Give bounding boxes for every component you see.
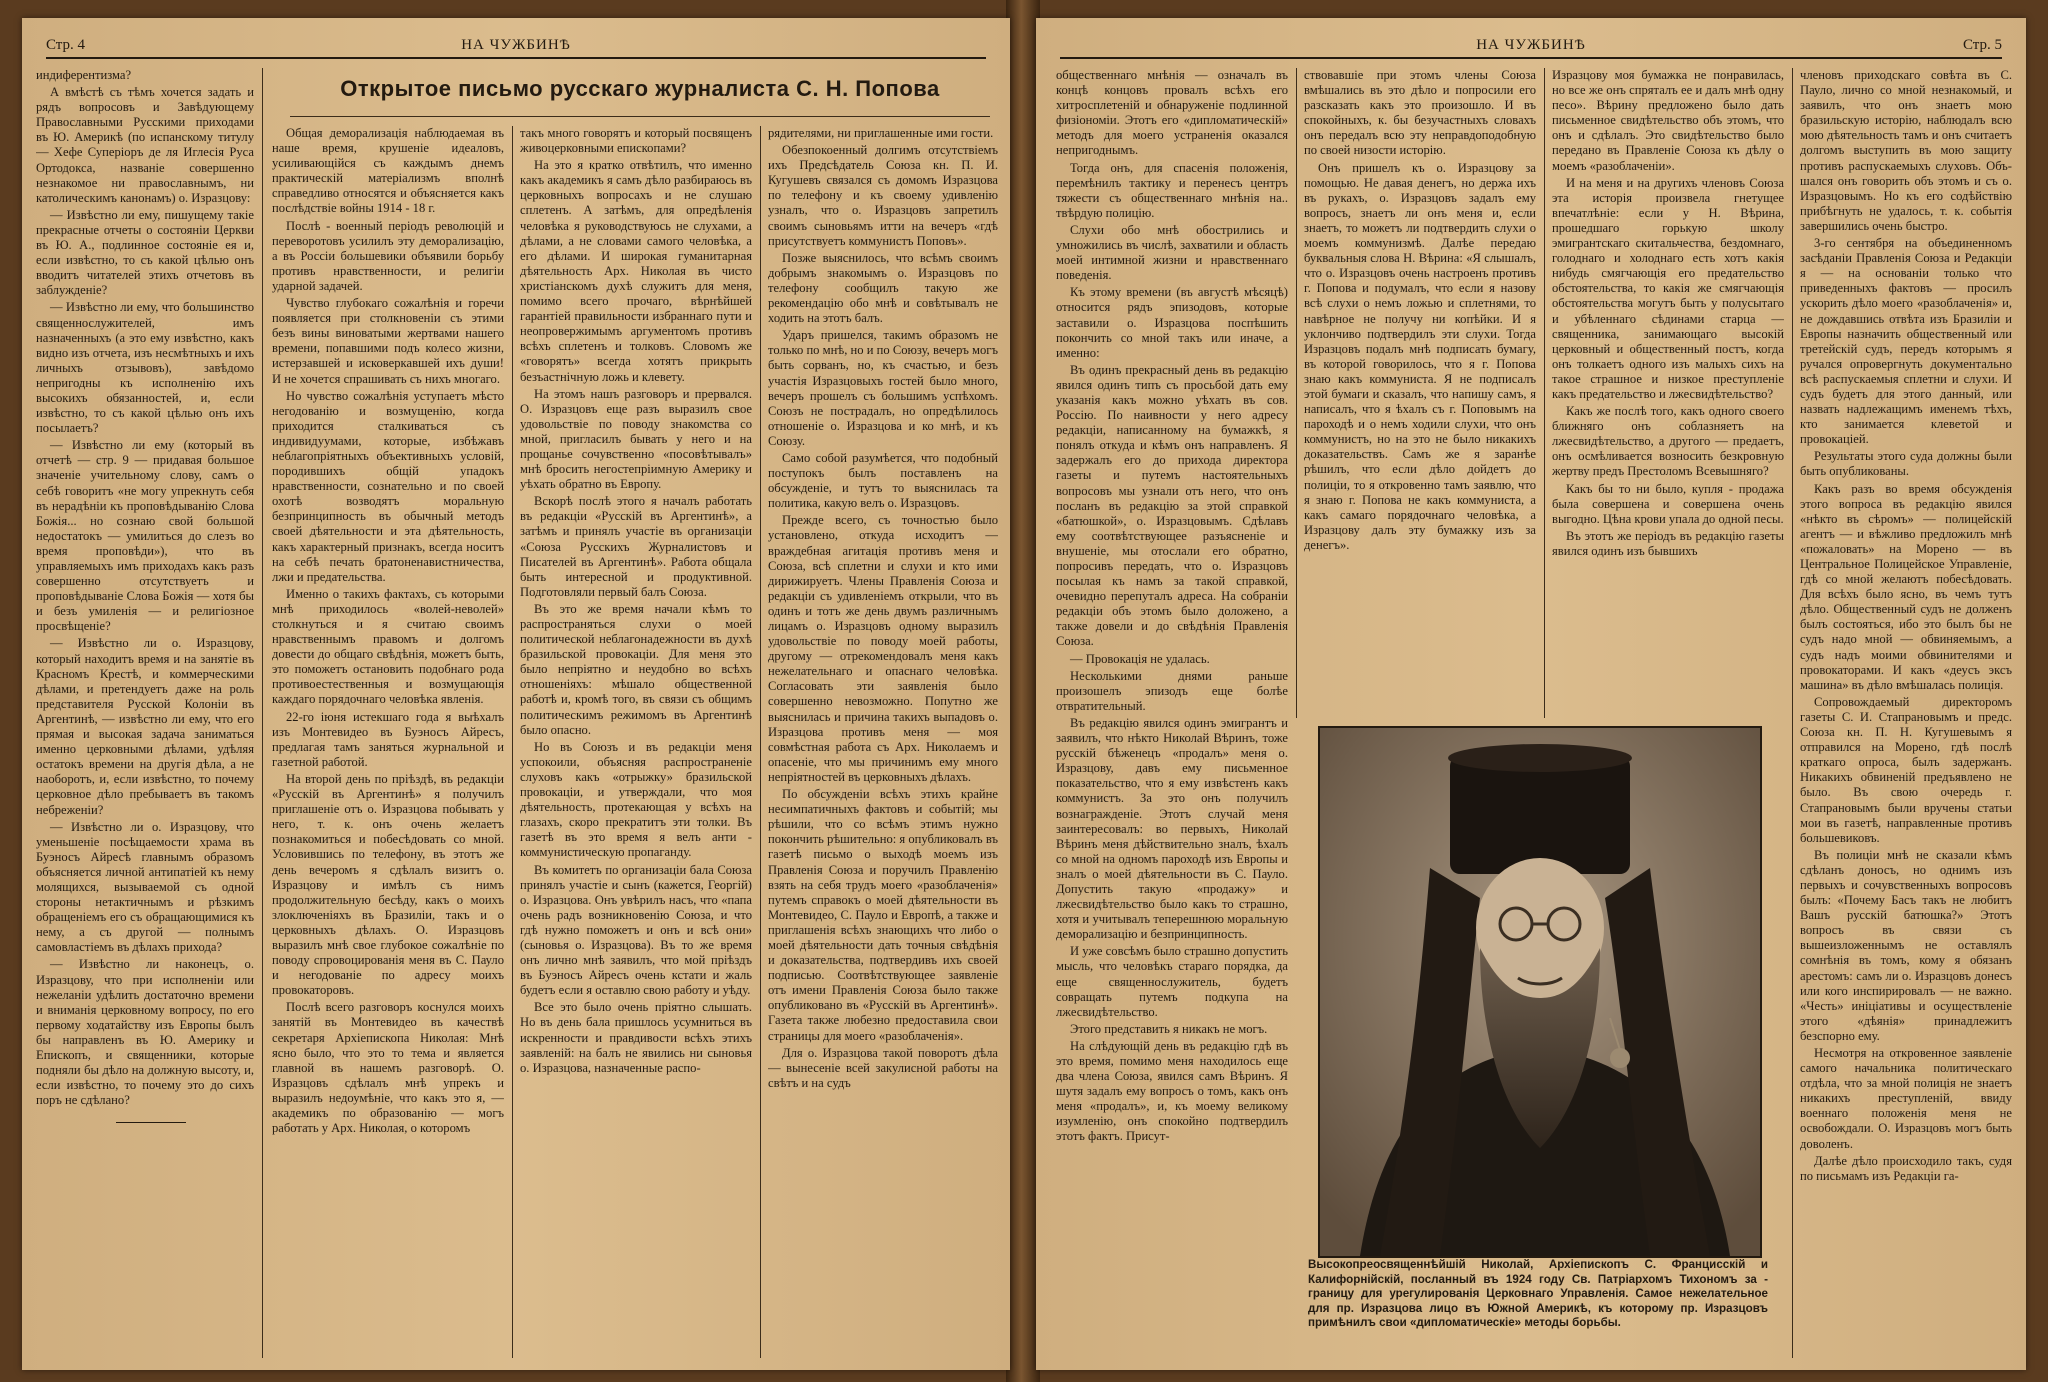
paragraph: такъ много говорятъ и который посвященъ живоцерковными епископами?	[520, 126, 752, 156]
paragraph: Онъ пришелъ къ о. Изразцову за помощью. Не давая денегъ, но держа ихъ въ рукахъ, о. Изразцовъ задалъ ему вопросъ, знаетъ ли онъ меня и, если знаетъ, то можетъ ли подтвердить слухи о моемъ коммунизмѣ. Далѣе передаю буквальныя слова Н. Вѣрина: «Я слышалъ, что о. Изразцовъ очень настроенъ противъ г. Попова и подумалъ, что если я назову всѣ слухи о немъ ложью и сплетнями, то навѣрное не получу ни копѣйки. И я уклончиво подтвердилъ эти слухи. Тогда Изразцовъ подалъ мнѣ подписать бумагу, въ которой говорилось, что я г. Попова знаю какъ коммуниста. Я не подписалъ этой бумаги и сказалъ, что напишу самъ, я написалъ, что я ѣхалъ съ г. Поповымъ на пароходѣ и о немъ ходили слухи, что онъ коммунистъ, но на это не было никакихъ доказательствъ. Самъ же я заранѣе рѣшилъ, что если дѣло дойдетъ до полиціи, то я откровенно тамъ заявлю, что я знаю г. Попова не какъ коммуниста, а какъ самаго порядочнаго человѣка, а Изразцову далъ эту бумажку изъ за денегъ».	[1304, 160, 1536, 552]
column-rule	[1792, 68, 1793, 1358]
book-gutter	[1006, 0, 1040, 1382]
paragraph: Сопровождаемый директоромъ газеты С. И. Стапрановымъ и предс. Союза кн. П. Н. Кугушевымъ я отправился на Морено, гдѣ послѣ краткаго опроса, былъ задержанъ. Никакихъ обвиненій предъявлено не было. Въ свою очередь г. Стапрановымъ были вручены статьи мои въ газетѣ, направленные противъ большевиковъ.	[1800, 694, 2012, 845]
paragraph: Несколькими днями раньше произошелъ эпизодъ еще болѣе отвратительный.	[1056, 668, 1288, 713]
paragraph: На слѣдующій день въ редакцію гдѣ въ это время, помимо меня находилось еще два члена Союза, явился самъ Вѣринъ. Я шутя задалъ ему вопросъ о томъ, какъ онъ меня «продалъ», и, къ моему великому изумленію, онъ спокойно подтвердилъ этотъ фактъ. Присут-	[1056, 1038, 1288, 1144]
archbishop-portrait-photo	[1318, 726, 1762, 1258]
paragraph: Тогда онъ, для спасенія положенія, перемѣнилъ тактику и перенесъ центръ тяжести съ общественнаго мнѣнія на.. твѣрдую полицію.	[1056, 160, 1288, 220]
paragraph: Само собой разумѣется, что подобный поступокъ былъ поставленъ на обсужденіе, и тутъ то выяснилась та политика, какую велъ о. Изразцовъ.	[768, 450, 998, 511]
paragraph: И уже совсѣмъ было страшно допустить мысль, что человѣкъ стараго порядка, да еще священнослужитель, будетъ совращать путемъ подкупа на лжесвидѣтельство.	[1056, 944, 1288, 1019]
paragraph: — Извѣстно ли ему (который въ отчетѣ — стр. 9 — придавая большое значеніе учительному слову, самъ о себѣ говоритъ «не могу упрекнуть себя въ нерадѣніи къ проповѣдыванію Слова Божія... но сознаю свой большой недостатокъ — умилиться до слезъ во время проповѣди»), что въ управляемыхъ имъ приходахъ какъ разъ совершенно отсутствуетъ и проповѣдываніе Слова Божія — хотя бы и безъ умиленія — и религіозное просвѣщеніе?	[36, 438, 254, 634]
left-column-3	[520, 126, 752, 1358]
paragraph: Въ комитетъ по организаціи бала Союза принялъ участіе и сынъ (кажется, Георгій) о. Изразцова. Онъ увѣрилъ насъ, что «папа очень радъ возникновенію Союза, и что гдѣ нужно поможетъ и онъ и всѣ они» (сыновья о. Изразцова). Въ то же время онъ лично мнѣ заявилъ, что мой пріѣздъ въ Буэносъ Айресъ очень кстати и жаль будетъ если я оставлю свою работу и уѣду.	[520, 862, 752, 998]
column-rule	[262, 68, 263, 1358]
paragraph: На этомъ нашъ разговоръ и прервался. О. Изразцовъ еще разъ выразилъ свое удовольствіе по поводу знакомства со мной, пригласилъ бывать у него и на прощанье сочувственно «посовѣтывалъ» мнѣ бросить негостепріимную Америку и уѣхать обратно въ Европу.	[520, 386, 752, 492]
column-rule	[512, 126, 513, 1358]
paragraph: Результаты этого суда должны были быть опубликованы.	[1800, 449, 2012, 479]
paragraph: — Извѣстно ли ему, что большинство священнослужителей, имъ назначенныхъ (а это ему извѣстно, какъ видно изъ отчета, изъ несмѣтныхъ и ихъ личныхъ отзывовъ), завѣдомо непригодны къ исполненію ихъ высокихъ обязанностей, и, если извѣстно, то съ какой цѣлью онъ ихъ посылаетъ?	[36, 300, 254, 436]
paragraph: Далѣе дѣло происходило такъ, судя по письмамъ изъ Редакціи га-	[1800, 1153, 2012, 1183]
paragraph: Чувство глубокаго сожалѣнія и горечи появляется при столкновеніи съ этими безъ вины виноватыми жертвами нашего времени, попавшими подъ колесо жизни, истерзавшей и исковеркавшей ихъ души! И не хочется спрашивать съ нихъ многаго.	[272, 296, 504, 386]
right-running-head	[1060, 28, 2002, 59]
paragraph: 3-го сентября на объединенномъ засѣданіи Правленія Союза и Редакціи я — на основаніи только что приведенныхъ фактовъ — просилъ ускорить дѣло моего «разоблаченія» и, не дождавшись отвѣта изъ Бразиліи и Европы назначить общественный или третейскій судъ, передъ которымъ я ручался опровергнуть документально всѣ распускаемыя сплетни и слухи. И судъ будетъ для этого данный, или назвать надлежащимъ именемъ тѣхъ, кто занимается клеветой и провокаціей.	[1800, 236, 2012, 447]
right-page-number: Стр. 5	[1962, 37, 2002, 53]
paragraph: На это я кратко отвѣтилъ, что именно какъ академикъ я самъ дѣло разбираюсь въ церковныхъ вопросахъ и не слушаю сплетенъ. А затѣмъ, для опредѣленія человѣка я руководствуюсь не слухами, а дѣлами, а не словами самого человѣка, а его дѣлами. И широкая гуманитарная дѣятельность Арх. Николая въ чисто христіанскомъ духѣ служитъ для меня, помимо всего прочаго, вѣрнѣйшей гарантіей правильности избраннаго пути и неопровержимымъ аргументомъ противъ всѣхъ сплетенъ и толковъ. Словомъ же «говорятъ» всегда хотятъ прикрыть безъастнічную ложь и клевету.	[520, 158, 752, 384]
paragraph: индиферентизма?	[36, 68, 132, 82]
left-column-1	[36, 68, 254, 1358]
paragraph: Позже выяснилось, что всѣмъ своимъ добрымъ знакомымъ о. Изразцовъ по телефону сообщилъ такую же рекомендацію обо мнѣ и совѣтывалъ не ходить на этотъ балъ.	[768, 250, 998, 326]
right-column-2	[1304, 68, 1536, 718]
column-rule	[1296, 68, 1297, 718]
portrait-illustration	[1320, 728, 1760, 1256]
right-column-4	[1800, 68, 2012, 1358]
paragraph: — Извѣстно ли о. Изразцову, что уменьшеніе посѣщаемости храма въ Буэносъ Айресѣ главнымъ образомъ объясняется личной антипатіей къ нему молящихся, вызываемой съ одной стороны нетактичнымъ и рѣзкимъ обращеніемъ его съ обращающимися къ нему, а съ другой — полнымъ самовластіемъ въ дѣлахъ прихода?	[36, 819, 254, 955]
paragraph: Прежде всего, съ точностью было установлено, откуда исходитъ — враждебная агитація противъ меня и Союза, всѣ сплетни и слухи и кто ими дирижируетъ. Члены Правленія Союза и редакціи съ удивленіемъ открыли, что въ одинъ и тотъ же день двумъ различнымъ лицамъ о. Изразцовъ одному выразилъ удовольствіе по поводу моей работы, другому — отрекомендовалъ меня какъ нежелательнаго и опаснаго человѣка. Согласовать эти заявленія было совершенно невозможно. Попутно же выяснилась и причина такихъ выпадовъ о. Изразцова противъ меня — моя совмѣстная работа съ Арх. Николаемъ и опасеніе, что мы причинимъ ему много непріятностей въ церковныхъ дѣлахъ.	[768, 513, 998, 784]
paragraph: Ударъ пришелся, такимъ образомъ не только по мнѣ, но и по Союзу, вечеръ могъ быть сорванъ, но, къ счастью, и безъ участія Изразцовыхъ гостей было много, вечеръ прошелъ съ большимъ успѣхомъ. Союзъ не пострадалъ, но опредѣлилось отношеніе о. Изразцова и ко мнѣ, и къ Союзу.	[768, 328, 998, 448]
right-running-title: НА ЧУЖБИНѢ	[1476, 37, 1586, 53]
paragraph: членовъ приходскаго совѣта въ С. Пауло, лично со мной незнакомый, и заявилъ, что онъ знаетъ мою бразильскую исторію, наблюдалъ всю мою дѣятельность тамъ и онъ считаетъ долгомъ выступить въ мою защиту противъ распускаемыхъ слуховъ. Объшался онъ говорить объ этомъ и съ о. Изразцовымъ. Но къ его содѣйствію прибѣгнуть не удалось, т. к. событія завершились очень быстро.	[1800, 68, 2012, 233]
paragraph: рядителями, ни приглашенные ими гости.	[768, 126, 994, 140]
paragraph: На второй день по пріѣздѣ, въ редакціи «Русскій въ Аргентинѣ» я получилъ приглашеніе отъ о. Изразцова побывать у него, т. к. онъ очень желаетъ познакомиться и побесѣдовать со мной. Условившись по телефону, въ этотъ же день вечеромъ я сдѣлалъ визитъ о. Изразцову и имѣлъ съ нимъ продолжительную бесѣду, какъ о моихъ злоключеніяхъ въ Бразиліи, такъ и о церковныхъ дѣлахъ. О. Изразцовъ выразилъ мнѣ свое глубокое сожалѣніе по поводу спровоцированія меня въ С. Пауло и негодованіе по адресу моихъ провокаторовъ.	[272, 771, 504, 998]
paragraph: Общая деморализація наблюдаемая въ наше время, крушеніе идеаловъ, усиливающійся съ каждымъ днемъ практическій матеріализмъ вполнѣ справедливо относятся и объясняется какъ послѣдствіе войны 1914 - 18 г.	[272, 126, 504, 216]
column-rule	[760, 126, 761, 1358]
end-rule	[116, 1122, 186, 1123]
paragraph: Все это было очень пріятно слышать. Но въ день бала пришлось усумниться въ искренности и правдивости всѣхъ этихъ заявленій: на балъ не явились ни сыновья о. Изразцова, назначенные распо-	[520, 1000, 752, 1075]
left-running-head	[46, 28, 986, 59]
paragraph: Въ одинъ прекрасный день въ редакцію явился одинъ типъ съ просьбой дать ему указанія какъ можно уѣхать въ сов. Россію. По наивности у него адресу редакціи, написанному на бумажкѣ, я понялъ откуда и кѣмъ онъ направленъ. Я задержалъ его до прихода директора газеты и путемъ настоятельныхъ вопросовъ мы узнали отъ него, что онъ посланъ въ редакцію за этой справкой «батюшкой», о. Изразцовымъ. Сдѣлавъ ему соотвѣтствующее разъясненіе и внушеніе, мы отослали его обратно, попросивъ передать, что о. Изразцовъ посылая къ намъ за такой справкой, очевидно перепуталъ адреса. На собраніи редакціи объ этомъ было доложено, а также довели и до свѣдѣнія Правленія Союза.	[1056, 362, 1288, 649]
right-page	[1036, 18, 2026, 1370]
left-running-title: НА ЧУЖБИНѢ	[461, 37, 571, 53]
paragraph: По обсужденіи всѣхъ этихъ крайне несимпатичныхъ фактовъ и событій; мы рѣшили, что со всѣмъ этимъ нужно покончить рѣшительно: я опубликовалъ въ газетѣ письмо о выходѣ моемъ изъ Правленія Союза и поручилъ Правленію взять на себя трудъ моего «разоблаченія» путемъ справокъ о моей дѣятельности въ Монтевидео, С. Пауло и Европѣ, а также и приглашенія всѣхъ знающихъ что либо о моей дѣятельности дать точныя свѣдѣнія и доказательства, подтвердивъ ихъ своей подписью. Соотвѣтствующее заявленіе отъ имени Правленія Союза было также опубликовано въ «Русскій въ Аргентинѣ». Газета также любезно предоставила свои страницы для моего «разоблаченія».	[768, 787, 998, 1043]
paragraph: Слухи обо мнѣ обострились и умножились въ числѣ, захватили и область моей интимной жизни и нравственнаго поведенія.	[1056, 222, 1288, 283]
paragraph: — Провокація не удалась.	[1070, 651, 1210, 666]
paragraph: Въ полиціи мнѣ не сказали кѣмъ сдѣланъ доносъ, но однимъ изъ первыхъ и сочувственныхъ вопросовъ былъ: «Почему Басъ такъ не любитъ Вашъ русскій батюшка?» Этотъ вопросъ въ связи съ вышеизложеннымъ не оставлялъ сомнѣнія въ томъ, кому я обязанъ арестомъ: самъ ли о. Изразцовъ донесъ или кого инспирировалъ — не важно. «Честь» иніціативы и осуществленіе этого «дѣянія» принадлежитъ безспорно ему.	[1800, 847, 2012, 1043]
paragraph: Къ этому времени (въ августѣ мѣсяцѣ) относится рядъ эпизодовъ, которые заставили о. Изразцова поспѣшить покончить со мной такъ или иначе, а именно:	[1056, 285, 1288, 360]
paragraph: Послѣ - военный періодъ революцій и переворотовъ усилилъ эту деморализацію, а въ Россіи большевики объявили борьбу противъ нравственности, и религіи ударной задачей.	[272, 218, 504, 293]
paragraph: И на меня и на другихъ членовъ Союза эта исторія произвела гнетущее впечатлѣніе: если у Н. Вѣрина, прошедшаго горькую школу эмигрантскаго скитальчества, бездомнаго, голоднаго и холоднаго есть хотъ какія нибудь смягчающія его предательство обстоятельства, то какія же смягчающія обстоятельства могутъ быть у полусытаго и убѣленнаго сѣдинами старца — священника, занимающаго высокій церковный и общественный постъ, когда онъ толкаетъ одного изъ малыхъ сихъ на такое страшное и низкое преступленіе какъ предательство и лжесвидѣтельство?	[1552, 175, 1784, 401]
paragraph: Въ этотъ же періодъ въ редакцію газеты явился одинъ изъ бывшихъ	[1552, 528, 1784, 558]
right-column-3	[1552, 68, 1784, 718]
paragraph: Какъ бы то ни было, купля - продажа была совершена и совершена очень выгодно. Цѣна крови упала до одной песы.	[1552, 481, 1784, 526]
column-rule	[1544, 68, 1545, 718]
paragraph: А вмѣстѣ съ тѣмъ хочется задать и рядъ вопросовъ и Завѣдующему Православными Русскими приходами въ Ю. Америкѣ (по испанскому титулу — Хефе Суперіоръ де ля Иглесія Руса Ортодокса, названіе совершенно незнакомое ни православнымъ, ни католическимъ канонамъ) о. Изразцову:	[36, 85, 254, 205]
photo-caption: Высокопреосвященнѣйшій Николай, Архіепископъ С. Францисскій и Калифорнійскій, посланный въ 1924 году Св. Патріархомъ Тихономъ за - границу для урегулированія Церковнаго Управленія. Самое нежелательное для пр. Изразцова лицо въ Южной Америкѣ, къ которому пр. Изразцовъ примѣнилъ свои «дипломатическіе» методы борьбы.	[1308, 1258, 1768, 1330]
left-page	[22, 18, 1010, 1370]
paragraph: Но въ Союзъ и въ редакціи меня успокоили, объясняя распространеніе слуховъ какъ «отрыжку» бразильской провокаціи, и утверждали, что моя дѣятельность, протекающая у всѣхъ на глазахъ, скоро прекратитъ эти толки. Въ газетѣ въ это время я велъ анти - коммунистическую пропаганду.	[520, 739, 752, 860]
paragraph: — Извѣстно ли наконецъ, о. Изразцову, что при исполненіи или нежеланіи удѣлить достаточно времени и вниманія церковному вопросу, по его первому ходатайству изъ Европы былъ бы направленъ въ Ю. Америку и Епископъ, и священники, которые подняли бы дѣло на должную высоту, и, если извѣстно, то почему это до сихъ поръ не сдѣлано?	[36, 957, 254, 1108]
article-title: Открытое письмо русскаго журналиста С. Н. Попова	[340, 76, 940, 101]
paragraph: Вскорѣ послѣ этого я началъ работать въ редакціи «Русскій въ Аргентинѣ», а затѣмъ и принялъ участіе въ организаціи «Союза Русскихъ Журналистовъ и Писателей въ Аргентинѣ». Работа общала быть интересной и продуктивной. Подготовляли первый балъ Союза.	[520, 494, 752, 599]
paragraph: 22-го іюня истекшаго года я выѣхалъ изъ Монтевидео въ Буэносъ Айресъ, предлагая тамъ заняться журнальной и газетной работой.	[272, 709, 504, 769]
paragraph: общественнаго мнѣнія — означалъ въ концѣ концовъ провалъ всѣхъ его хитросплетеній и обнаруженіе подлинной физіономіи. Этотъ его «дипломатическій» методъ для моего устраненія оказался непригоднымъ.	[1056, 68, 1288, 158]
paragraph: — Извѣстно ли о. Изразцову, который находитъ время и на занятіе въ Красномъ Крестѣ, и коммерческими дѣлами, и претендуетъ даже на роль представителя Русской Колоніи въ Аргентинѣ, — извѣстно ли ему, что его прямая и высокая задача заниматься именно церковными дѣлами, удѣляя остатокъ времени на другія дѣла, а не наоборотъ, и, если извѣстно, то почему церковное дѣло пребываетъ въ такомъ небреженіи?	[36, 636, 254, 817]
left-page-number: Стр. 4	[46, 37, 86, 53]
paragraph: Этого представить я никакъ не могъ.	[1070, 1021, 1268, 1036]
left-column-2	[272, 126, 504, 1358]
paragraph: Послѣ всего разговоръ коснулся моихъ занятій въ Монтевидео въ качествѣ секретаря Архіепископа Николая: Мнѣ ясно было, что это то тема и является главной въ нашемъ разговорѣ. О. Изразцовъ сдѣлалъ мнѣ упрекъ и выразилъ недоумѣніе, что какъ это я, — академикъ по образованію — могъ работать у Арх. Николая, о которомъ	[272, 1000, 504, 1136]
paragraph: Какъ же послѣ того, какъ одного своего ближняго онъ соблазняетъ на лжесвидѣтельство, а другого — предаетъ, онъ осмѣливается возносить безкровную жертву предъ Престоломъ Всевышняго?	[1552, 404, 1784, 479]
title-rule	[290, 116, 990, 117]
paragraph: Въ это же время начали кѣмъ то распространяться слухи о моей политической неблагонадежности въ духѣ бразильской провокаціи. Для меня это было непріятно и неудобно во всѣхъ отношеніяхъ: мѣшало общественной работѣ и, кромѣ того, въ связи съ общимъ политическимъ режимомъ въ Аргентинѣ было опасно.	[520, 601, 752, 737]
left-column-4	[768, 126, 998, 1358]
paragraph: Несмотря на откровенное заявленіе самого начальника политическаго отдѣла, что за мной полиція не знаетъ никакихъ преступленій, ввиду военнаго положенія меня не освобождали. О. Изразцовъ могъ быть доволенъ.	[1800, 1046, 2012, 1151]
paragraph: — Извѣстно ли ему, пишущему такіе прекрасные отчеты о состояніи Церкви въ Ю. А., подлинное состояніе ея и, если извѣстно, то съ какой цѣлью онъ вводитъ читателей этихъ отчетовъ въ заблужденіе?	[36, 207, 254, 298]
paragraph: Обезпокоенный долгимъ отсутствіемъ ихъ Предсѣдатель Союза кн. П. И. Кугушевъ связался съ домомъ Изразцова по телефону и къ своему удивленію узналъ, что о. Изразцовъ запретилъ своимъ сыновьямъ итти на вечеръ «гдѣ присутствуетъ коммунистъ Поповъ».	[768, 143, 998, 248]
paragraph: Какъ разъ во время обсужденія этого вопроса въ редакцію явился «нѣкто въ сѣромъ» — полицейскій агентъ — и вѣжливо предложилъ мнѣ «пожаловать» на Морено — въ Центральное Полицейское Управленіе, гдѣ со мной желаютъ побесѣдовать. Для всѣхъ было ясно, въ чемъ тутъ дѣло. Общественный судъ не долженъ былъ состояться, ибо это былъ бы не судъ надо мной — обвиняемымъ, а судъ надъ моими обвинителями и провокаторами. И какъ «деусъ эксъ машина» въ дѣло вмѣшалась полиція.	[1800, 481, 2012, 692]
paragraph: Въ редакцію явился одинъ эмигрантъ и заявилъ, что нѣкто Николай Вѣринъ, тоже русскій бѣженецъ «продалъ» меня о. Изразцову, давъ ему письменное показательство, что я ему извѣстенъ какъ коммунистъ. За это онъ получилъ вознагражденіе. Этотъ случай меня заинтересовалъ: во первыхъ, Николай Вѣринъ меня дѣйствительно зналъ, ѣхалъ со мной на одномъ пароходѣ изъ Европы и зналъ о моей дѣятельности въ С. Пауло. Допустить такую «продажу» и лжесвидѣтельство было какъ то страшно, хотя и учитывалъ теперешнюю моральную деморализацію и безпринципность.	[1056, 715, 1288, 942]
paragraph: Изразцову моя бумажка не понравилась, но все же онъ спряталъ ее и далъ мнѣ одну песо». Вѣрину предложено было дать письменное свидѣтельство объ этомъ, что онъ и сдѣлалъ. Это свидѣтельство было передано въ Правленіе Союза къ дѣлу о моемъ «разоблаченіи».	[1552, 68, 1784, 173]
paragraph: ствовавшіе при этомъ члены Союза вмѣшались въ это дѣло и попросили его разсказать какъ это произошло. И въ спокойныхъ, к. бы безучастныхъ словахъ онъ передалъ всю эту неправдоподобную по своей низости исторію.	[1304, 68, 1536, 158]
paragraph: Но чувство сожалѣнія уступаетъ мѣсто негодованію и возмущенію, когда приходится сталкиваться съ индивидуумами, которые, избѣжавъ неблагопріятныхъ объективныхъ условій, породившихъ общій упадокъ нравственности, сознательно и по своей охотѣ возводятъ моральную безпринципность въ обычный методъ своей дѣятельности и эта дѣятельность, какъ характерный признакъ, всегда носитъ на себѣ печать братоненавистничества, лжи и предательства.	[272, 388, 504, 584]
paragraph: Для о. Изразцова такой поворотъ дѣла — вынесеніе всей закулисной работы на свѣтъ и на судъ	[768, 1045, 998, 1090]
right-column-1	[1056, 68, 1288, 1358]
paragraph: Именно о такихъ фактахъ, съ которыми мнѣ приходилось «волей-неволей» столкнуться и я считаю своимъ нравственнымъ правомъ и долгомъ довести до общаго свѣдѣнія, можетъ быть, это поможетъ остановить подобнаго рода противоестественныя и возмущающія каждаго порядочнаго человѣка явленія.	[272, 586, 504, 707]
